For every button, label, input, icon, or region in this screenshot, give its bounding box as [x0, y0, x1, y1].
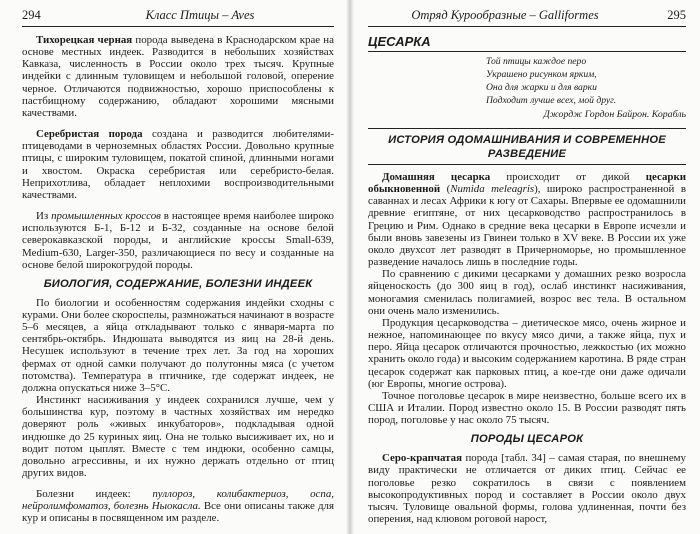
epigraph-line: Она для жарки и для варки: [486, 82, 597, 93]
left-page-header: [22, 8, 334, 27]
epigraph: [368, 56, 686, 120]
right-column-text: [368, 171, 686, 525]
right-running-title: Отряд Курообразные – Galliformes: [411, 8, 599, 22]
epigraph-line: Той птицы каждое перо: [486, 56, 587, 67]
epigraph-author: Джордж Гордон Байрон. Корабль: [543, 109, 686, 120]
paragraph-comparison-wild: По сравнению с дикими цесарками у домашних резко возросла яйценоскость (до 300 яиц в год), ослаб инстинкт насиживания, моногамия сменилась полигамией, возрос вес тела. В остальном они очень мало изменились.: [368, 268, 686, 317]
paragraph-grey-speckled: Серо-крапчатая порода [табл. 34] – самая старая, по внешнему виду практически не отличается от диких птиц. Сейчас ее поголовье резко сократилось в связи с появлением высокопродуктивных пород и составляет в России около двух тысяч. Туловище овальной формы, голова удлиненная, почти без оперения, над клювом роговой нарост,: [368, 452, 686, 526]
paragraph-tikhoretskaya: Тихорецкая черная порода выведена в Краснодарском крае на основе местных индеек. Разводится в небольших хозяйствах Кавказа, численность в России около трех тысяч. Крупные индейки с длинным туловищем и небольшой головой, оперение черное. Отличаются подвижностью, хорошо приспособлены к пастбищному содержанию, обладают хорошими мясными качествами.: [22, 34, 334, 119]
epigraph-line: Украшено рисунком ярким,: [486, 69, 597, 80]
paragraph-industrial-crosses: Из промышленных кроссов в настоящее время наиболее широко используются Б-1, Б-12 и Б-32, созданные на основе белой северокавказской породы, и английские кроссы Small-639, Medium-630, Larger-350, различающиеся по весу и созданные на основе белой широкогрудой породы.: [22, 210, 334, 271]
paragraph-population: Точное поголовье цесарок в мире неизвестно, больше всего их в США и Италии. Пород известно около 15. В России разводят пять пород, поголовье у нас около 75 тысяч.: [368, 389, 686, 427]
left-running-title: Класс Птицы – Aves: [145, 8, 255, 22]
title-rule: [368, 51, 686, 52]
section-heading-biology: БИОЛОГИЯ, СОДЕРЖАНИЕ, БОЛЕЗНИ ИНДЕЕК: [43, 277, 313, 290]
left-page-number: 294: [22, 8, 41, 22]
paragraph-silver-breed: Серебристая порода создана и разводится любителями-птицеводами в черноземных областях России. Довольно крупные птицы, с широким туловищем, покатой спиной, длинными ногами и хвостом. Окраска серебристая или серебристо-белая. Неприхотлива, обладает неплохими воспроизводительными качествами.: [22, 128, 334, 201]
left-column-text: [22, 34, 334, 525]
section-heading-history: ИСТОРИЯ ОДОМАШНИВАНИЯ И СОВРЕМЕННОЕ РАЗВЕДЕНИЕ: [368, 128, 686, 165]
paragraph-incubation-instinct: Инстинкт насиживания у индеек сохранился лучше, чем у большинства кур, поэтому в частных хозяйствах им нередко доверяют роль «живых инкубаторов», подкладывая одной индюшке до 25 куриных яиц. Она не только высиживает их, но и водит потом цыплят. Вместе с тем индюки, особенно самцы, довольно агрессивны, и их нужно держать отдельно от птиц других видов.: [22, 394, 334, 479]
paragraph-domestic-guineafowl: Домашняя цесарка происходит от дикой цесарки обыкновенной (Numida meleagris), широко распространенной в саваннах и лесах Африки к югу от Сахары. Впервые ее одомашнили древние египтяне, от них цесарководство распространилось в Грецию и Рим. Однако в средние века цесарки в Европе исчезли и были вновь завезены из Гвинеи только в XV веке. В России их уже около двухсот лет разводят в Причерноморье, но промышленное разведение началось лишь в последние годы.: [368, 171, 686, 269]
paragraph-products: Продукция цесарководства – диетическое мясо, очень жирное и нежное, напоминающее по вкусу мясо дичи, а также яйца, пух и перо. Яйца цесарок отличаются прочностью, лежкостью (их можно хранить около года) и высоким содержанием каротина. В ряде стран цесарок содержат как парковых птиц, а кое-где они даже одичали (юг Европы, многие острова).: [368, 316, 687, 390]
paragraph-biology: По биологии и особенностям содержания индейки сходны с курами. Они более скороспелы, размножаться начинают в возрасте 5–6 месяцев, а яйца откладывают только с января-марта по сентябрь-октябрь. Индюшата выводятся из яиц на 28-й день. Несушек используют в течение трех лет. За год на хороших фермах от одной самки получают до полутонны мяса (с учетом потомства). Температура в птичнике, где содержат индеек, не должна опускаться ниже 3–5°С.: [22, 296, 334, 394]
right-page: [350, 0, 700, 534]
section-heading-breeds: ПОРОДЫ ЦЕСАРОК: [470, 433, 584, 446]
epigraph-line: Подходит лучше всех, мой друг.: [486, 95, 617, 106]
right-page-header: [368, 8, 686, 27]
chapter-title: ЦЕСАРКА: [368, 34, 431, 49]
paragraph-diseases: Болезни индеек: пуллороз, колибактериоз, оспа, нейролимфоматоз, болезнь Ныокасла. Все они описаны также для кур и описаны в посвященном им разделе.: [22, 488, 335, 525]
right-page-number: 295: [667, 8, 686, 22]
